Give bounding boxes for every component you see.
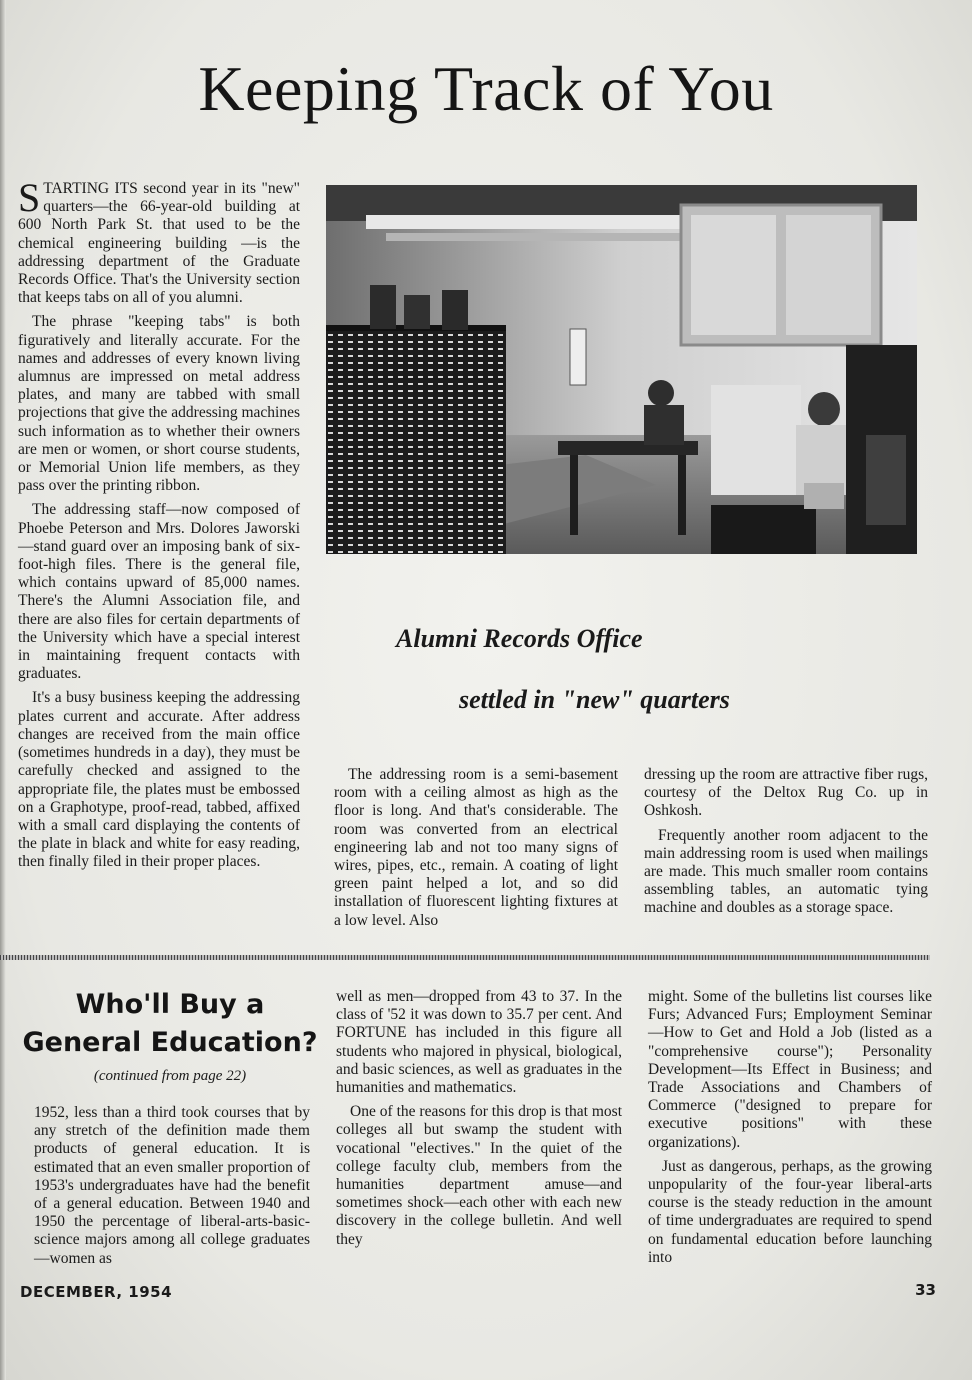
article2-headline bbox=[20, 986, 320, 1062]
article2-paragraph: might. Some of the bulletins list courses like Furs; Advanced Furs; Employment Seminar—How to Get and Hold a Job (listed as a "comprehensive course"); Personality Development—Its Effect in Business; and Trade Associations and Chambers of Commerce ("designed to prepare for executive positions" with these organizations). bbox=[648, 988, 932, 1151]
article1-paragraph: The addressing staff—now composed of Phoebe Peterson and Mrs. Dolores Jaworski—stand guard over an imposing bank of six-foot-high files. There is the general file, which contains upward of 85,000 names. There's the Alumni Association file, and there are also files for certain departments of the University which have a special interest in maintaining frequent contacts with graduates. bbox=[18, 501, 300, 683]
photo-caption-line2: settled in "new" quarters bbox=[459, 685, 730, 714]
page-number: 33 bbox=[915, 1281, 936, 1299]
headline-line1: Who'll Buy a bbox=[75, 989, 265, 1020]
headline-line2: General Education? bbox=[22, 1027, 318, 1058]
article1-paragraph: dressing up the room are attractive fiber rugs, courtesy of the Deltox Rug Co. up in Oshkosh. bbox=[644, 766, 928, 820]
addressing-room-photo bbox=[326, 185, 917, 554]
article2-paragraph: well as men—dropped from 43 to 37. In the class of '52 it was down to 35.7 per cent. And FORTUNE has included in this figure all students who majored in physical, biological, and basic sciences, as well as graduates in the humanities and mathematics. bbox=[336, 988, 622, 1097]
article2-paragraph: One of the reasons for this drop is that most colleges all but swamp the student with vocational "electives." In the quiet of the college faculty club, members from the humanities department amuse—and sometimes shock—each other with each new discovery in the college bulletin. And well they bbox=[336, 1103, 622, 1248]
article1-paragraph: The addressing room is a semi-basement room with a ceiling almost as high as the floor is long. And that's considerable. The room was converted from an electrical engineering lab and not too many signs of wires, pipes, etc., remain. A coating of light green paint helped a lot, and so did installation of fluorescent lighting fixtures at a low level. Also bbox=[334, 766, 618, 929]
photo-caption-line1: Alumni Records Office bbox=[396, 624, 643, 653]
article1-left-column bbox=[18, 175, 300, 878]
article1-middle-column bbox=[334, 766, 618, 936]
section-divider bbox=[0, 955, 930, 960]
article2-paragraph: 1952, less than a third took courses that by any stretch of the definition made them products of general education. It is estimated that an even smaller proportion of 1953's undergraduates have had the benefit of a general education. Between 1940 and 1950 the percentage of liberal-arts-basic-science majors among all college graduates—women as bbox=[34, 1104, 310, 1267]
article1-paragraph: It's a busy business keeping the addressing plates current and accurate. After address changes are received from the main office (sometimes hundreds in a day), they must be carefully checked and assigned to the appropriate file, the plates must be embossed on a Graphotype, proof-read, tabbed, affixed with a small card displaying the contents of the plate in black and white for easy reading, then finally filed in their proper places. bbox=[18, 689, 300, 871]
issue-date: DECEMBER, 1954 bbox=[20, 1283, 173, 1301]
article1-paragraph: STARTING ITS second year in its "new" quarters—the 66-year-old building at 600 North Park St. that used to be the chemical engineering building —is the addressing department of the Graduate Records Office. That's the University section that keeps tabs on all of you alumni. bbox=[18, 175, 300, 307]
continued-note: (continued from page 22) bbox=[93, 1068, 247, 1084]
article1-paragraph: The phrase "keeping tabs" is both figuratively and literally accurate. For the names and addresses of every known living alumnus are impressed on metal address plates, and many are tabbed with small projections that give the addressing machines such information as to whether their owners are men or women, or short course students, or Memorial Union life members, as they pass over the printing ribbon. bbox=[18, 313, 300, 495]
article1-right-column bbox=[644, 766, 928, 924]
drop-cap: S bbox=[18, 175, 41, 220]
article1-paragraph: Frequently another room adjacent to the main addressing room is used when mailings are made. This much smaller room contains assembling tables, an automatic tying machine and doubles as a storage space. bbox=[644, 826, 928, 917]
article2-column-1 bbox=[34, 1104, 310, 1274]
article2-paragraph: Just as dangerous, perhaps, as the growing unpopularity of the four-year liberal-arts course is the steady reduction in the amount of time undergraduates are required to spend on fundamental education before launching into bbox=[648, 1157, 932, 1266]
article2-column-3 bbox=[648, 988, 932, 1273]
page-title: Keeping Track of You bbox=[198, 53, 774, 124]
page-binding-shadow bbox=[0, 0, 6, 1380]
article2-column-2 bbox=[336, 988, 622, 1255]
